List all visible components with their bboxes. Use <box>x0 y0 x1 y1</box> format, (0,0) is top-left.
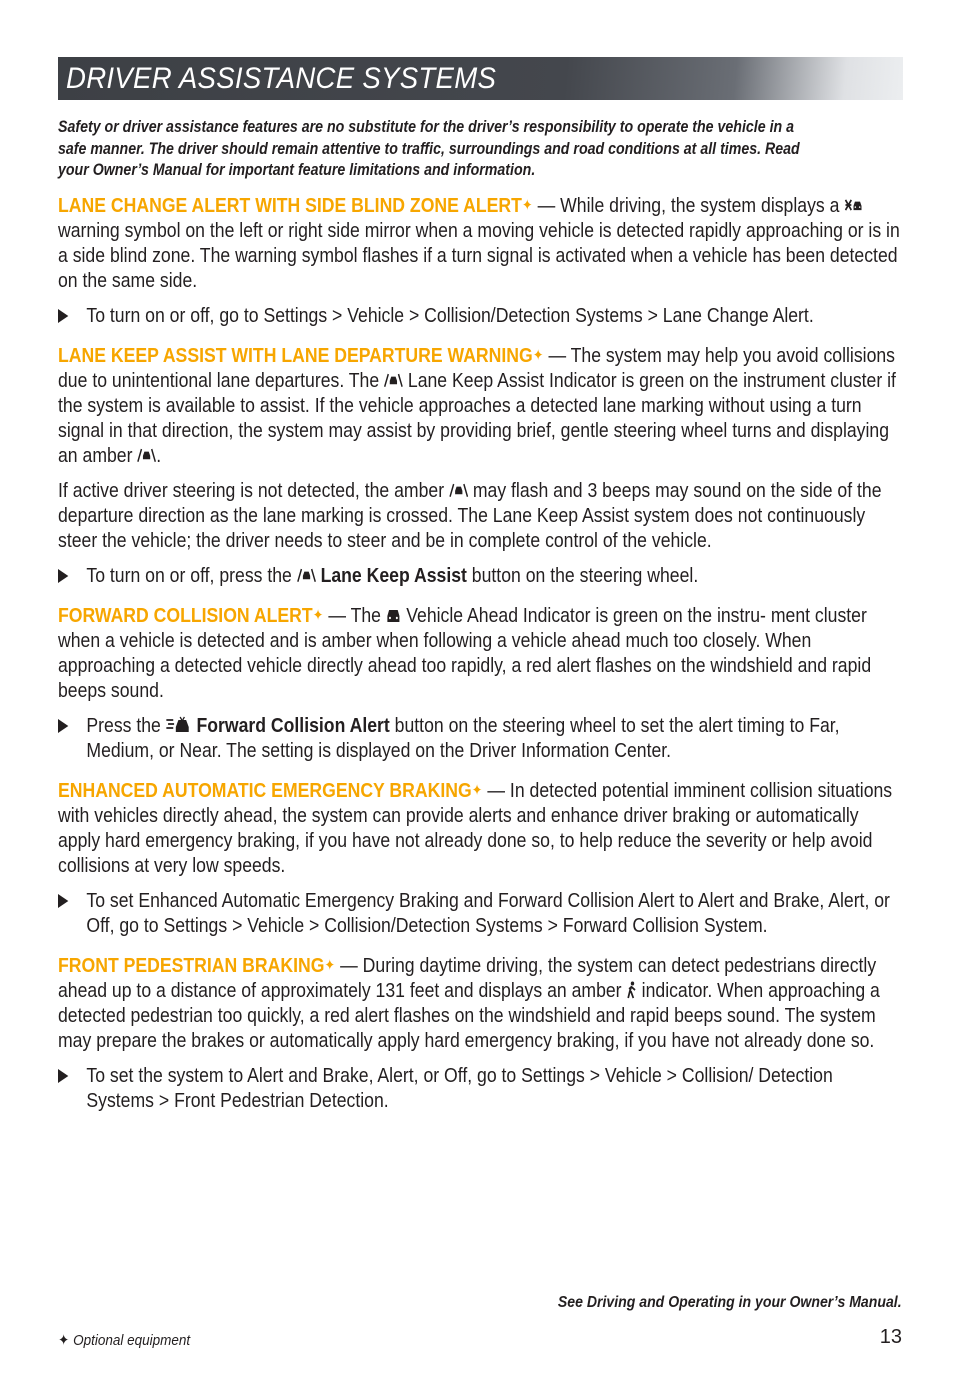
fca-bullet-text-2: button on the steering wheel to set the alert timing to Far, Medium, or Near. The setting is displayed on the Driver Information Center. <box>86 714 840 762</box>
lka-bullet-text-2: button on the steering wheel. <box>466 564 699 587</box>
lane-keep-assist-bullet <box>58 563 903 588</box>
bullet-arrow-icon <box>58 309 68 323</box>
forward-collision-alert-bullet <box>58 713 903 763</box>
optional-mark: ✦ <box>324 957 336 974</box>
bullet-arrow-icon <box>58 569 68 583</box>
eaeb-text: — In detected potential imminent collision situations with vehicles directly ahead, the system can provide alerts and enhance driver braking or automatically apply hard emergency braking, if you have not already done so, to help reduce the severity or help avoid collisions at very low speeds. <box>58 779 893 877</box>
optional-mark: ✦ <box>312 607 324 624</box>
lane-change-alert-bullet <box>58 303 903 328</box>
fca-button-name: Forward Collision Alert <box>196 714 390 737</box>
lka-text-1: — The system may help you avoid collisions due to unintentional lane departures. The <box>58 344 896 392</box>
bullet-arrow-icon <box>58 894 68 908</box>
pedestrian-braking-heading: FRONT PEDESTRIAN BRAKING <box>58 954 325 977</box>
safety-disclaimer: Safety or driver assistance features are no substitute for the driver’s responsibility to operate the vehicle in a safe manner. The driver should remain attentive to traffic, surroundings and road conditions at all times. Read your Owner’s Manual for important feature limitations and information. <box>58 118 800 179</box>
optional-mark: ✦ <box>471 782 483 799</box>
page-number: 13 <box>879 1326 902 1348</box>
lane-keep-assist-icon <box>449 481 468 499</box>
section-banner <box>58 57 903 100</box>
lane-keep-assist-paragraph-2 <box>58 478 903 553</box>
lka-p2-text-1: If active driver steering is not detected, the amber <box>58 479 450 502</box>
lka-text-2: Lane Keep Assist Indicator is green on the instrument cluster if the system is available to assist. If the vehicle approaches a detected lane marking without using a turn signal in that direction, the system may assist by providing brief, gentle steering wheel turns and displaying an amber <box>58 369 896 467</box>
fpb-bullet-text: To set the system to Alert and Brake, Alert, or Off, go to Settings > Vehicle > Collision/ Detection Systems > Front Pedestrian Detection. <box>86 1064 833 1112</box>
forward-collision-alert-heading: FORWARD COLLISION ALERT <box>58 604 313 627</box>
emergency-braking-bullet <box>58 888 903 938</box>
bullet-arrow-icon <box>58 719 68 733</box>
forward-collision-alert-paragraph <box>58 603 903 703</box>
lane-keep-assist-heading: LANE KEEP ASSIST WITH LANE DEPARTURE WARNING <box>58 344 533 367</box>
lca-text-1: — While driving, the system displays a <box>532 194 845 217</box>
lca-bullet-text: To turn on or off, go to Settings > Vehicle > Collision/Detection Systems > Lane Change Alert. <box>86 304 814 327</box>
lka-text-3: . <box>156 444 162 467</box>
lka-p2-text-2: may flash and 3 beeps may sound on the side of the departure direction as the lane marking is crossed. The Lane Keep Assist system does not continuously steer the vehicle; the driver needs to steer and be in complete control of the vehicle. <box>58 479 882 552</box>
fca-text-2: Vehicle Ahead Indicator is green on the instru- ment cluster when a vehicle is detected and is amber when following a vehicle ahead much too closely. When approaching a detected vehicle directly ahead too rapidly, a red alert flashes on the windshield and rapid beeps sound. <box>58 604 872 702</box>
pedestrian-braking-paragraph <box>58 953 903 1053</box>
pedestrian-icon <box>626 981 636 999</box>
owners-manual-reference: See Driving and Operating in your Owner’s Manual. <box>558 1294 902 1311</box>
optional-mark: ✦ <box>532 347 544 364</box>
side-blind-zone-warning-icon <box>844 196 863 214</box>
lane-keep-assist-icon <box>137 446 156 464</box>
footnote-text: Optional equipment <box>73 1332 191 1349</box>
footnote <box>58 1331 190 1349</box>
lane-keep-assist-icon <box>384 371 403 389</box>
emergency-braking-paragraph <box>58 778 903 878</box>
lka-button-name: Lane Keep Assist <box>320 564 467 587</box>
vehicle-ahead-icon <box>386 606 401 624</box>
lka-bullet-text-1: To turn on or off, press the <box>86 564 297 587</box>
lane-keep-assist-paragraph <box>58 343 903 468</box>
forward-collision-alert-icon <box>166 716 192 734</box>
pedestrian-braking-bullet <box>58 1063 903 1113</box>
lca-text-2: warning symbol on the left or right side mirror when a moving vehicle is detected rapidly approaching or is in a side blind zone. The warning symbol flashes if a turn signal is activated when a vehicle has been detected on the same side. <box>58 219 900 292</box>
optional-mark: ✦ <box>58 1332 70 1349</box>
lane-change-alert-heading: LANE CHANGE ALERT WITH SIDE BLIND ZONE ALERT <box>58 194 522 217</box>
fca-bullet-text-1: Press the <box>86 714 166 737</box>
section-title: DRIVER ASSISTANCE SYSTEMS <box>66 62 497 95</box>
bullet-arrow-icon <box>58 1069 68 1083</box>
fca-text-1: — The <box>323 604 386 627</box>
eaeb-bullet-text: To set Enhanced Automatic Emergency Braking and Forward Collision Alert to Alert and Brake, Alert, or Off, go to Settings > Vehicle > Collision/Detection Systems > Forward Collision System. <box>86 889 890 937</box>
main-content <box>58 193 903 1128</box>
fpb-text-2: indicator. When approaching a detected pedestrian too quickly, a red alert flashes on the windshield and rapid beeps sound. The system may prepare the brakes or automatically apply hard emergency braking, if you have not already done so. <box>58 979 880 1052</box>
lane-change-alert-paragraph <box>58 193 903 293</box>
fpb-text-1: — During daytime driving, the system can detect pedestrians directly ahead up to a distance of approximately 131 feet and displays an amber <box>58 954 877 1002</box>
lane-keep-assist-icon <box>297 566 316 584</box>
optional-mark: ✦ <box>521 197 533 214</box>
emergency-braking-heading: ENHANCED AUTOMATIC EMERGENCY BRAKING <box>58 779 472 802</box>
